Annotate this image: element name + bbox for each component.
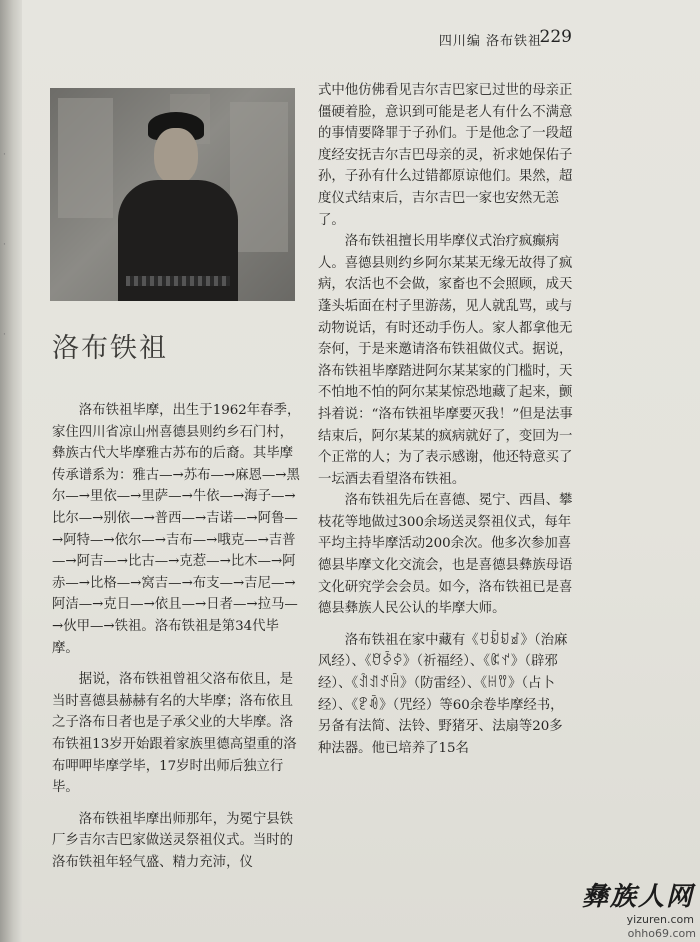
right-column xyxy=(318,80,576,759)
margin-mark: · xyxy=(3,150,6,160)
book-spine xyxy=(0,0,22,942)
paragraph: 式中他仿佛看见吉尔吉巴家已过世的母亲正僵硬着脸，意识到可能是老人有什么不满意的事情要降罪于子孙们。于是他念了一段超度经安抚吉尔吉巴母亲的灵，祈求她保佑子孙，子孙有什么过错都原谅他们。果然，超度仪式结束后，吉尔吉巴一家也安然无恙了。 xyxy=(318,83,573,228)
portrait-photo xyxy=(50,88,295,301)
book-page xyxy=(22,0,700,942)
article-title: 洛布铁祖 xyxy=(52,333,168,364)
paragraph: 洛布铁祖毕摩出师那年，为冕宁县铁厂乡吉尔吉巴家做送灵祭祖仪式。当时的洛布铁祖年轻气盛、精力充沛，仪 xyxy=(52,811,294,870)
paragraph: 洛布铁祖先后在喜德、冕宁、西昌、攀枝花等地做过300余场送灵祭祖仪式，每年平均主持毕摩活动200余次。他多次参加喜德县毕摩文化交流会，也是喜德县彝族母语文化研究学会会员。如今，洛布铁祖已是喜德县彝族人民公认的毕摩大师。 xyxy=(318,493,573,617)
margin-mark: · xyxy=(3,330,6,340)
watermark-site: ohho69.com xyxy=(627,927,696,940)
page-number: 229 xyxy=(539,27,572,47)
paragraph: 洛布铁祖擅长用毕摩仪式治疗疯癫病人。喜德县则约乡阿尔某某无缘无故得了疯病，农活也不会做，家畜也不会照顾，成天蓬头垢面在村子里游荡，见人就乱骂，或与动物说话，有时还动手伤人。家人都拿他无奈何，于是来邀请洛布铁祖做仪式。据说，洛布铁祖毕摩踏进阿尔某某家的门槛时，天不怕地不怕的阿尔某某惊恐地藏了起来，颤抖着说：“洛布铁祖毕摩要灭我！”但是法事结束后，阿尔某某的疯病就好了，变回为一个正常的人；为了表示感谢，他还特意买了一坛酒去看望洛布铁祖。 xyxy=(318,234,573,487)
paragraph: 洛布铁祖在家中藏有《ꀀꀁꀂꀃ》（治麻风经）、《ꀄꀅꀆ》（祈福经）、《ꀇꀈ》（辟邪经）、《ꀉꀊꀋꀌ》（防雷经）、《ꀍꀎ》（占卜经）、《ꀏꀐ》（咒经）等60余卷毕摩经书，另备有法简、法铃、野猪牙、法扇等20多种法器。他已培养了15名 xyxy=(318,632,568,756)
watermark-logo: 彝族人网 xyxy=(581,882,694,912)
margin-mark: · xyxy=(3,240,6,250)
running-head: 四川编 洛布铁祖 xyxy=(438,34,542,49)
paragraph: 据说，洛布铁祖曾祖父洛布依且，是当时喜德县赫赫有名的大毕摩；洛布依且之子洛布日者也是子承父业的大毕摩。洛布铁祖13岁开始跟着家族里德高望重的洛布呷呷毕摩学毕，17岁时出师后独立行毕。 xyxy=(52,672,297,796)
watermark-url: yizuren.com xyxy=(626,913,694,926)
watermark xyxy=(582,876,694,926)
left-column xyxy=(52,400,302,873)
paragraph: 洛布铁祖毕摩，出生于1962年春季，家住四川省凉山州喜德县则约乡石门村，彝族古代大毕摩雅古苏布的后裔。其毕摩传承谱系为：雅古—→苏布—→麻恩—→黑尔—→里依—→里萨—→牛依—→海子—→比尔—→别依—→普西—→吉诺—→阿鲁—→阿特—→依尔—→吉布—→哦克—→吉普—→阿吉—→比古—→克惹—→比木—→阿赤—→比格—→窝吉—→布支—→吉尼—→阿洁—→克日—→依且—→日者—→拉马—→伙甲—→铁祖。洛布铁祖是第34代毕摩。 xyxy=(52,403,301,656)
